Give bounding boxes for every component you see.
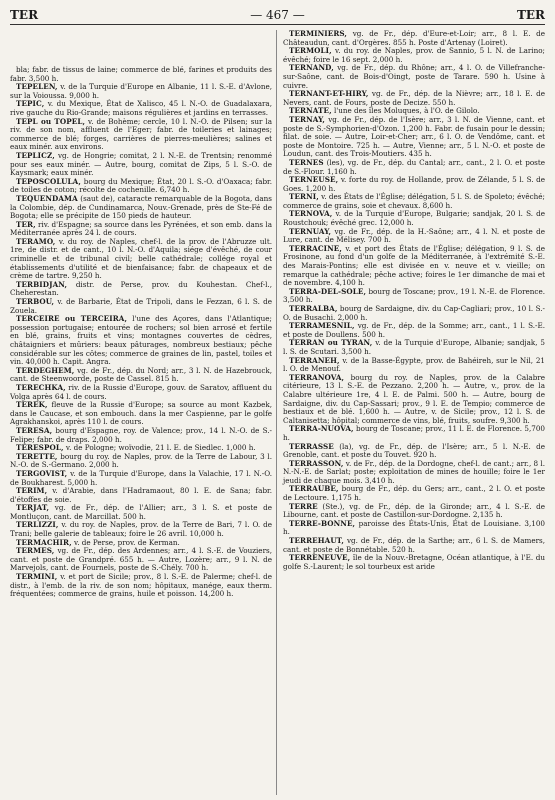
entry-term: TERETTE, bbox=[16, 451, 58, 461]
entry-term: TERRE bbox=[289, 501, 318, 511]
entry-text: v. du roy. de Naples, prov. de Sannio, 5 l. N. de Larino; évêché; foire le 16 sept. 2,000 h. bbox=[283, 46, 545, 64]
dictionary-entry bbox=[10, 573, 272, 599]
dictionary-entry bbox=[10, 453, 272, 470]
entry-term: TEREK, bbox=[16, 400, 48, 410]
entry-text: v. de la Turquie d'Europe, Albanie; sandjak, 5 l. S. de Scutari. 3,500 h. bbox=[283, 338, 545, 356]
dictionary-entry bbox=[283, 47, 545, 64]
dictionary-entry bbox=[283, 554, 545, 571]
entry-text: vg. de Fr., dép. de la Somme; arr., cant., 1 l. S.-E. et poste de Doullens. 500 h. bbox=[283, 321, 545, 339]
entry-term: TERMES, bbox=[16, 546, 55, 556]
dictionary-entry bbox=[10, 521, 272, 538]
entry-term: TEPOSCOLULA, bbox=[16, 176, 81, 186]
dictionary-entry bbox=[10, 238, 272, 281]
entry-text: vg. de Hongrie; comitat, 2 l. N.-E. de Trentsin; renommé pour ses eaux minér. — Autre, bourg, comitat de Zips, 5 l. S.-O. de Kaysmark; eaux minér. bbox=[10, 150, 272, 178]
entry-text: v. du roy. de Naples, prov. de la Terre de Bari, 7 l. O. de Trani; belle galerie de tableaux; foire le 26 avril. 10,000 h. bbox=[10, 520, 272, 539]
entry-text: (saut de), cataracte remarquable de la Bogota, dans la Colombie, dép. de Cundinamarca, Nouv.-Grenade, près de Ste-Fé de Bogota; elle se précipite de 150 pieds de hauteur. bbox=[10, 193, 272, 221]
entry-term: TEPLICZ, bbox=[16, 150, 55, 160]
entry-term: TERRAN ou TYRAN, bbox=[289, 338, 373, 348]
entry-term: TERIM, bbox=[16, 486, 48, 496]
entry-term: TERESPOL, bbox=[16, 443, 64, 453]
entry-term: TERRASSON, bbox=[289, 458, 344, 468]
entry-text: v. du Mexique, État de Xalisco, 45 l. N.-O. de Guadalaxara, rive gauche du Rio-Grande; maisons régulières et jardins en terrasses. bbox=[10, 99, 272, 117]
dictionary-entry bbox=[10, 315, 272, 367]
entry-text: vg. de Fr., dép. de l'Allier; arr., 3 l. S. et poste de Montluçon, cant. de Marcillat. 500 h. bbox=[10, 503, 272, 521]
entry-text: vg. de Fr., dép. d'Eure-et-Loir; arr., 8 l. E. de Châteaudun, cant. d'Orgères. 855 h. Poste d'Artenay (Loiret). bbox=[283, 29, 545, 47]
dictionary-entry bbox=[283, 374, 545, 426]
entry-text: v. du roy. de Naples, chef-l. de la prov. de l'Abruzze ult. 1re, de distr. et de cant., 10 l. N.-O. d'Aquila; siége d'évêché, de cour criminelle et de tribunal civil; belle cathédrale; collége royal et établissements d'utilité et de bienfaisance; fabr. de chapeaux et de crème de tartre. 9,250 h. bbox=[10, 236, 272, 281]
dictionary-entry bbox=[283, 228, 545, 245]
entry-text: v. de la Turquie d'Europe, dans la Valachie, 17 l. N.-O. de Boukharest. 5,000 h. bbox=[10, 468, 272, 487]
entry-text: paroisse des États-Unis, État de Louisiane. 3,100 h. bbox=[283, 518, 545, 537]
right-column bbox=[283, 30, 545, 571]
entry-term: TERRA-DEL-SOLE, bbox=[289, 286, 367, 296]
entry-term: TERDEGHEM, bbox=[16, 365, 75, 375]
entry-text: bourg de Fr., dép. du Gers; arr., cant., 2 l. O. et poste de Lectoure. 1,175 h. bbox=[283, 484, 545, 503]
dictionary-entry bbox=[10, 66, 272, 83]
dictionary-entry bbox=[10, 298, 272, 315]
entry-text: l'une des îles Moluques, à l'O. de Gilolo. bbox=[333, 106, 480, 116]
dictionary-entry bbox=[283, 322, 545, 339]
entry-term: TERRACINE, bbox=[289, 243, 342, 253]
entry-text: fleuve de la Russie d'Europe; sa source au mont Kazbek, dans le Caucase, et son embouch. dans la mer Caspienne, par le golfe Agrakhanskoi, après 110 l. de cours. bbox=[10, 400, 273, 427]
entry-term: TEPELEN, bbox=[16, 82, 58, 92]
dictionary-entry bbox=[283, 485, 545, 502]
entry-term: TERNOVA, bbox=[289, 209, 333, 219]
entry-text: v. et port de Sicile; prov., 8 l. S.-E. de Palerme; chef-l. de distr., à l'emb. de la riv. de son nom; hôpitaux, manége, eaux therm. fréquentées; commerce de grains, huile et poisson. 14,200 h. bbox=[10, 572, 272, 599]
dictionary-entry bbox=[283, 159, 545, 176]
entry-term: TERMINIERS, bbox=[289, 29, 348, 38]
entry-term: TERMINI, bbox=[16, 572, 58, 582]
dictionary-entry bbox=[10, 470, 272, 487]
entry-term: TERGOVIST, bbox=[16, 468, 68, 478]
entry-term: TERRE-BONNE, bbox=[289, 518, 356, 528]
entry-text: v. de la Basse-Égypte, prov. de Bahéireh, sur le Nil, 21 l. O. de Menouf. bbox=[283, 355, 545, 374]
entry-text: vg. de Fr., dép. du Nord; arr., 3 l. N. de Hazebrouck, cant. de Steenwoorde, poste de Cassel. 815 h. bbox=[10, 365, 272, 384]
entry-term: TER, bbox=[16, 219, 36, 229]
page-number: — 467 — bbox=[250, 8, 305, 22]
entry-text: vg. de Fr., dép. de la Sarthe; arr., 6 l. S. de Mamers, cant. et poste de Bonnétable. 520 h. bbox=[283, 536, 545, 554]
dictionary-entry bbox=[10, 427, 272, 444]
dictionary-entry bbox=[283, 193, 545, 210]
entry-term: TERJAT, bbox=[16, 503, 50, 513]
dictionary-entry bbox=[283, 90, 545, 107]
entry-text: (Ste.), vg. de Fr., dép. de la Gironde; arr., 4 l. S.-E. de Libourne, cant. et poste de Castillon-sur-Dordogne. 2,135 h. bbox=[283, 501, 545, 520]
entry-term: TERRAUBE, bbox=[289, 484, 339, 494]
dictionary-entry bbox=[10, 401, 272, 427]
dictionary-entry bbox=[283, 443, 545, 460]
entry-term: TERRENEUVE, bbox=[289, 553, 351, 563]
entry-term: TERBOU, bbox=[16, 297, 55, 307]
dictionary-entry bbox=[10, 195, 272, 221]
entry-text: v. de Barbarie, État de Tripoli, dans le Fezzan, 6 l. S. de Zouela. bbox=[10, 297, 272, 315]
entry-term: TERRALBA, bbox=[289, 304, 338, 313]
entry-text: bourg du roy. de Naples, prov. de la Calabre citérieure, 13 l. S.-E. de Pezzano. 2,200 h. — Autre, v., prov. de la Calabre ultérieure 1re, 4 l. E. de Palmi. 500 h. — Autre, bourg de Sardaigne, div. du Cap-Sassari; prov., 9 l. E. de Tempio; commerce de bestiaux et de blé. 1,600 h. — Autre, v. de Sicile; prov., 12 l. S. de Caltanisetta; hôpital; commerce de vins, blé, fruits, soufre. 9,300 h. bbox=[283, 372, 545, 425]
entry-term: TERRANOVA, bbox=[289, 372, 345, 382]
header-left-keyword: TER bbox=[10, 8, 39, 22]
dictionary-entry bbox=[10, 547, 272, 573]
dictionary-entry bbox=[10, 487, 272, 504]
entry-term: TERRAMESNIL, bbox=[289, 321, 355, 331]
entry-term: TERCEIRE ou TERCEIRA, bbox=[16, 314, 128, 324]
header-right-keyword: TER bbox=[516, 8, 545, 22]
entry-text: bourg du roy. de Naples, prov. de la Terre de Labour, 3 l. N.-O. de S.-Germano. 2,000 h. bbox=[10, 451, 272, 470]
entry-text: bourg d'Espagne, roy. de Valence; prov., 14 l. N.-O. de S.-Felipe; fabr. de draps. 2,000 h. bbox=[10, 425, 272, 444]
entry-term: TEQUENDAMA bbox=[16, 193, 78, 203]
entry-text: vg. de Fr., dép. des Ardennes; arr., 4 l. S.-E. de Vouziers, cant. et poste de Grandpré. 655 h. — Autre, Lozère; arr., 9 l. N. de Marvejols, cant. de Fournels, poste de S.-Chély. 700 h. bbox=[10, 546, 272, 573]
dictionary-entry bbox=[283, 210, 545, 227]
header-rule bbox=[10, 24, 545, 25]
dictionary-entry bbox=[10, 384, 272, 401]
entry-term: TERLIZZI, bbox=[16, 520, 59, 530]
dictionary-entry bbox=[283, 288, 545, 305]
entry-term: TEPIC, bbox=[16, 99, 45, 109]
page-header bbox=[10, 6, 545, 24]
entry-term: TERNAND, bbox=[289, 63, 334, 73]
entry-text: bourg de Sardaigne, div. du Cap-Cagliari; prov., 10 l. S.-O. de Busachi. 2,000 h. bbox=[283, 304, 545, 322]
entry-term: TERNANT-ET-HIRY, bbox=[289, 89, 369, 99]
entry-term: TERESA, bbox=[16, 425, 53, 435]
entry-term: TERNAY, bbox=[289, 114, 325, 124]
dictionary-entry bbox=[283, 537, 545, 554]
entry-text: v. de la Turquie d'Europe en Albanie, 11 l. S.-E. d'Avlone, sur la Voioussa. 9,000 h. bbox=[10, 82, 272, 100]
dictionary-entry bbox=[10, 152, 272, 178]
entry-text: (les), vg. de Fr., dép. du Cantal; arr., cant., 2 l. O. et poste de S.-Flour. 1,160 h. bbox=[283, 157, 545, 176]
entry-text: riv. d'Espagne; sa source dans les Pyrénées, et son emb. dans la Méditerranée après 24 l. de cours. bbox=[10, 219, 272, 238]
dictionary-entry bbox=[10, 367, 272, 384]
dictionary-entry bbox=[283, 245, 545, 288]
dictionary-entry bbox=[283, 116, 545, 159]
column-divider bbox=[276, 30, 277, 795]
dictionary-entry bbox=[283, 305, 545, 322]
dictionary-entry bbox=[283, 64, 545, 90]
entry-text: v. de Perse, prov. de Kerman. bbox=[73, 537, 180, 547]
entry-text: vg. de Fr., dép. de la H.-Saône; arr., 4 l. N. et poste de Lure, cant. de Mélisey. 700 h. bbox=[283, 226, 545, 245]
entry-term: TERECHKA, bbox=[16, 382, 66, 392]
entry-text: bourg de Toscane; prov., 19 l. N.-E. de Florence. 3,500 h. bbox=[283, 286, 545, 305]
dictionary-entry bbox=[283, 425, 545, 442]
left-column bbox=[10, 66, 272, 599]
entry-term: TERRA-NUOVA, bbox=[289, 424, 354, 434]
entry-text: v. forte du roy. de Hollande, prov. de Zélande, 5 l. S. de Goes. 1,200 h. bbox=[283, 175, 545, 193]
dictionary-entry bbox=[10, 178, 272, 195]
entry-text: vg. de Fr., dép. du Rhône; arr., 4 l. O. de Villefranche-sur-Saône, cant. de Bois-d'Oingt, poste de Tarare. 590 h. Usine à cuivre. bbox=[283, 63, 545, 90]
entry-text: v. de Bohème; cercle, 10 l. N.-O. de Pilsen; sur la riv. de son nom, affluent de l'Eger; fabr. de toileries et lainages; commerce de blé; forges, carrières de pierres-meulières; salines et eaux minér. aux environs. bbox=[10, 116, 272, 152]
dictionary-entry bbox=[283, 30, 545, 47]
entry-text: bourg du Mexique; État, 20 l. S.-O. d'Oaxaca; fabr. de toiles de coton; récolte de cochenille. 6,740 h. bbox=[10, 176, 272, 195]
entry-text: riv. de la Russie d'Europe, gouv. de Saratov, affluent du Volga après 64 l. de cours. bbox=[10, 382, 272, 401]
entry-term: TERMOLI, bbox=[289, 46, 332, 56]
dictionary-entry bbox=[283, 339, 545, 356]
dictionary-entry bbox=[10, 221, 272, 238]
entry-term: TERAMO, bbox=[16, 236, 56, 246]
entry-text: l'une des Açores, dans l'Atlantique; possession portugaise; entourée de rochers; sol bien arrosé et fertile en blé, grains, fruits et vins; montagnes couvertes de cèdres, châtaigniers et mûriers: beaux pâturages, nombreux bestiaux; pêche considérable sur les côtes; commerce de graines de lin, pastel, toiles et vin. 40,000 h. Capit. Angra. bbox=[10, 314, 272, 367]
entry-term: TERMACHIR, bbox=[16, 537, 72, 547]
entry-text: v. de Pologne; woïvodie, 21 l. E. de Siedlec. 1,000 h. bbox=[65, 443, 256, 453]
entry-term: TERRASSE bbox=[289, 441, 334, 451]
entry-text: v. de la Turquie d'Europe, Bulgarie; sandjak, 20 l. S. de Roustchouk; évêché grec. 12,000 h. bbox=[283, 209, 545, 228]
entry-text: vg. de Fr., dép. de l'Isère; arr., 3 l. N. de Vienne, cant. et poste de S.-Symphorien-d'Ozon. 1,200 h. Fabr. de fusain pour le dessin; filat. de soie. — Autre, Loir-et-Cher; arr., 6 l. O. de Vendôme, cant. et poste de Montoire. 725 h. — Autre, Vienne; arr., 5 l. N.-O. et poste de Loudun, cant. des Trois-Moutiers. 435 h. bbox=[283, 114, 545, 159]
dictionary-entry bbox=[283, 357, 545, 374]
entry-text: (la), vg. de Fr., dép. de l'Isère; arr., 5 l. N.-E. de Grenoble, cant. et poste du Touvet. 920 h. bbox=[283, 441, 545, 460]
dictionary-entry bbox=[10, 504, 272, 521]
entry-term: TEPL ou TOPEL, bbox=[16, 116, 86, 126]
entry-term: TERBIDJAN, bbox=[16, 279, 68, 289]
dictionary-entry bbox=[283, 503, 545, 520]
entry-text: île de la Nouv.-Bretagne, Océan atlantique, à l'E. du golfe S.-Laurent; le sol tourbeux est aride bbox=[283, 553, 545, 571]
entry-text: vg. de Fr., dép. de la Nièvre; arr., 18 l. E. de Nevers, cant. de Fours, poste de Decize. 550 h. bbox=[283, 89, 545, 107]
entry-text: v. et port des États de l'Église; délégation, 9 l. S. de Frosinone, au fond d'un golfe de la Méditerranée, à l'extrémité S.-E. des Marais-Pontins; elle est divisée en v. neuve et v. vieille; on remarque la cathédrale; pêche active; foires le 1er dimanche de mai et de novembre. 4,100 h. bbox=[283, 243, 545, 288]
dictionary-entry bbox=[283, 520, 545, 537]
entry-term: TERRANEH, bbox=[289, 355, 340, 365]
dictionary-entry bbox=[10, 83, 272, 100]
entry-term: TERNATE, bbox=[289, 106, 332, 116]
entry-text: v. d'Arabie, dans l'Hadramaout, 80 l. E. de Sana; fabr. d'étoffes de soie. bbox=[10, 486, 272, 504]
entry-term: TERREHAUT, bbox=[289, 536, 344, 546]
entry-text: v. de Fr., dép. de la Dordogne, chef-l. de cant.; arr., 8 l. N.-N.-E. de Sarlat; poste; exploitation de mines de houille; foire le 1er jeudi de chaque mois. 3,410 h. bbox=[283, 458, 545, 485]
entry-term: TERNUAY, bbox=[289, 226, 332, 236]
entry-text: v. des États de l'Église; délégation, 5 l. S. de Spoleto; évêché; commerce de grains, soie et chevaux. 8,600 h. bbox=[283, 192, 545, 210]
dictionary-entry bbox=[283, 176, 545, 193]
entry-text: bla; fabr. de tissus de laine; commerce de blé, farines et produits des fabr. 3,500 h. bbox=[10, 65, 272, 83]
entry-term: TERNES bbox=[289, 157, 324, 167]
dictionary-entry bbox=[10, 100, 272, 117]
entry-text: bourg de Toscane; prov., 11 l. E. de Florence. 5,700 h. bbox=[283, 424, 545, 442]
dictionary-entry bbox=[283, 460, 545, 486]
entry-term: TERNI, bbox=[289, 192, 319, 202]
dictionary-entry bbox=[10, 281, 272, 298]
entry-text: distr. de Perse, prov. du Kouhestan. Chef-l., Cheherestan. bbox=[10, 279, 272, 298]
dictionary-entry bbox=[10, 118, 272, 152]
entry-term: TERNEUSE, bbox=[289, 175, 339, 185]
